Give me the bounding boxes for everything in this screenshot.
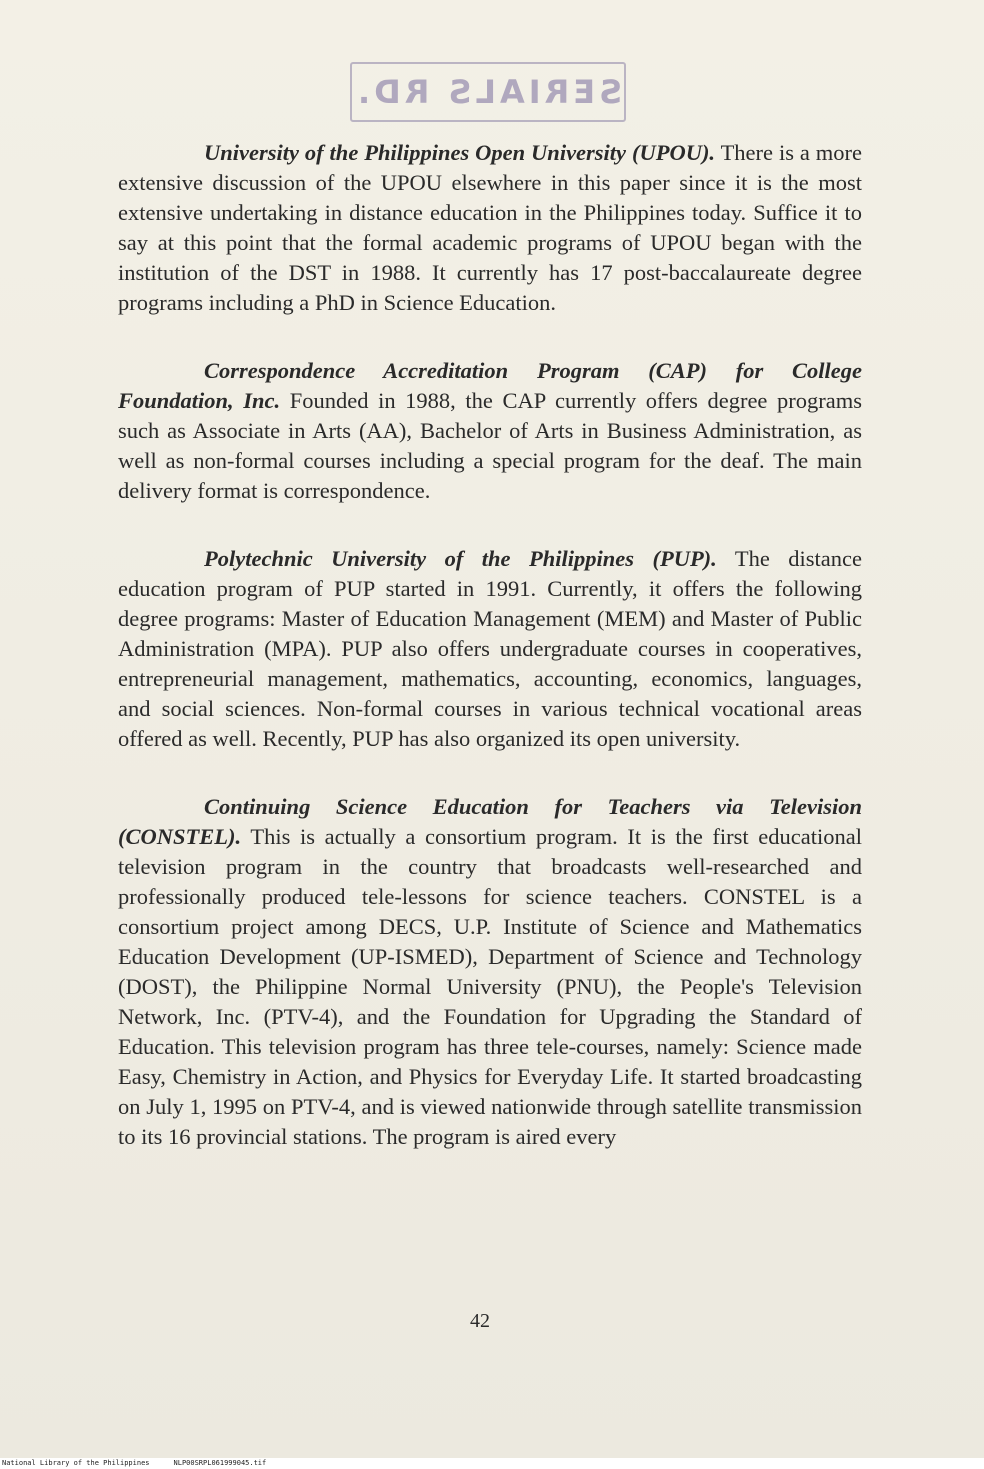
paragraph-constel bbox=[118, 792, 862, 1152]
paragraph-text: This is actually a consortium program. It is the first educational television program in the country that broadcasts well-researched and professionally produced tele-lessons for science teachers. CONSTEL is a consortium project among DECS, U.P. Institute of Science and Mathematics Education Development (UP-ISMED), Department of Science and Technology (DOST), the Philippine Normal University (PNU), the People's Television Network, Inc. (PTV-4), and the Foundation for Upgrading the Standard of Education. This television program has three tele-courses, namely: Science made Easy, Chemistry in Action, and Physics for Everyday Life. It started broadcasting on July 1, 1995 on PTV-4, and is viewed nationwide through satellite transmission to its 16 provincial stations. The program is aired every bbox=[118, 824, 862, 1149]
paragraph-heading: University of the Philippines Open University (UPOU). bbox=[204, 140, 716, 165]
stamp-text: SERIALS RD. bbox=[353, 73, 623, 111]
paragraph-text: Founded in 1988, the CAP currently offers degree programs such as Associate in Arts (AA), Bachelor of Arts in Business Administration, as well as non-formal courses including a special program for the deaf. The main delivery format is correspondence. bbox=[118, 388, 862, 503]
paragraph-cap bbox=[118, 356, 862, 506]
paragraph-text: The distance education program of PUP started in 1991. Currently, it offers the following degree programs: Master of Education Management (MEM) and Master of Public Administration (MPA). PUP also offers undergraduate courses in cooperatives, entrepreneurial management, mathematics, accounting, economics, languages, and social sciences. Non-formal courses in various technical vocational areas offered as well. Recently, PUP has also organized its open university. bbox=[118, 546, 862, 751]
document-body bbox=[118, 138, 862, 1190]
paragraph-pup bbox=[118, 544, 862, 754]
paragraph-heading: Continuing Science Education for Teachers via Television (CONSTEL). bbox=[118, 794, 862, 849]
paragraph-upou bbox=[118, 138, 862, 318]
serials-stamp bbox=[350, 62, 626, 122]
scan-footer bbox=[0, 1458, 984, 1469]
page-number: 42 bbox=[470, 1310, 490, 1332]
footer-library: National Library of the Philippines bbox=[2, 1459, 150, 1467]
footer-filename: NLP00SRPL061999045.tif bbox=[173, 1459, 267, 1467]
paragraph-heading: Correspondence Accreditation Program (CAP) for College Foundation, Inc. bbox=[118, 358, 862, 413]
paragraph-heading: Polytechnic University of the Philippines (PUP). bbox=[204, 546, 717, 571]
paragraph-text: There is a more extensive discussion of the UPOU elsewhere in this paper since it is the most extensive undertaking in distance education in the Philippines today. Suffice it to say at this point that the formal academic programs of UPOU began with the institution of the DST in 1988. It currently has 17 post-baccalaureate degree programs including a PhD in Science Education. bbox=[118, 140, 862, 315]
